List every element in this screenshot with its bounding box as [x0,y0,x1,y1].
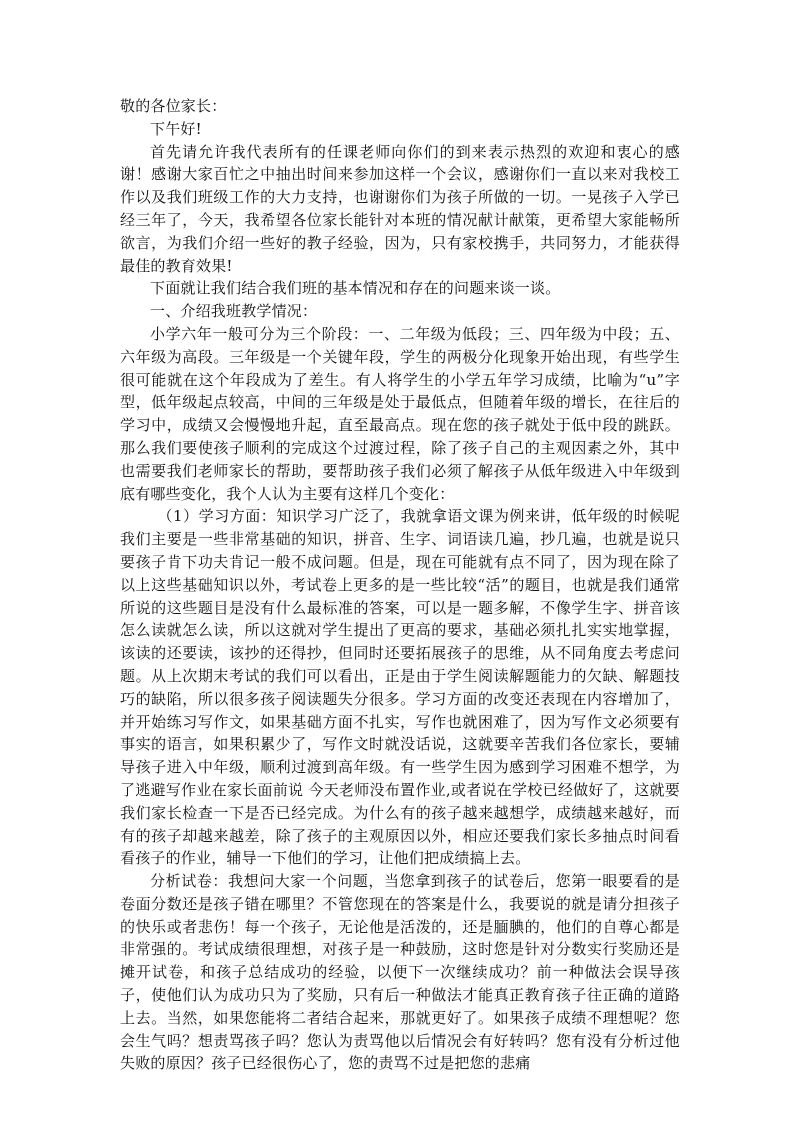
stages-paragraph: 小学六年一般可分为三个阶段：一、二年级为低段；三、四年级为中段；五、六年级为高段。三年级是一个关键年段，学生的两极分化现象开始出现，有些学生很可能就在这个年段成为了差生。有人将学生的小学五年学习成绩，比喻为“u”字型，低年级起点较高，中间的三年级是处于最低点，但随着年级的增长，在往后的学习中，成绩又会慢慢地升起，直至最高点。现在您的孩子就处于低中段的跳跃。那么我们要使孩子顺利的完成这个过渡过程，除了孩子自己的主观因素之外，其中也需要我们老师家长的帮助，要帮助孩子我们必须了解孩子从低年级进入中年级到底有哪些变化，我个人认为主要有这样几个变化： [120,324,680,503]
section-heading: 一、介绍我班教学情况： [150,302,318,321]
transition-paragraph: 下面就让我们结合我们班的基本情况和存在的问题来谈一谈。 [150,279,561,298]
salutation: 敬的各位家长： [120,97,227,115]
exam-analysis-paragraph: 分析试卷：我想问大家一个问题，当您拿到孩子的试卷后，您第一眼要看的是卷面分数还是孩子错在哪里？不管您现在的答案是什么，我要说的就是请分担孩子的快乐或者悲伤！每一个孩子，无论他是活泼的，还是腼腆的，他们的自尊心都是非常强的。考试成绩很理想，对孩子是一种鼓励，这时您是针对分数实行奖励还是摊开试卷，和孩子总结成功的经验，以便下一次继续成功？前一种做法会误导孩子，使他们认为成功只为了奖励，只有后一种做法才能真正教育孩子往正确的道路上去。当然，如果您能将二者结合起来，那就更好了。如果孩子成绩不理想呢？您会生气吗？想责骂孩子吗？您认为责骂他以后情况会有好转吗？您有没有分析过他失败的原因？孩子已经很伤心了，您的责骂不过是把您的悲痛 [120,872,680,1073]
document-page [120,95,680,1075]
study-aspect-paragraph: （1）学习方面：知识学习广泛了，我就拿语文课为例来讲，低年级的时候呢我们主要是一些非常基础的知识，拼音、生字、词语读几遍，抄几遍，也就是说只要孩子肯下功夫肯记一般不成问题。但是，现在可能就有点不同了，因为现在除了以上这些基础知识以外，考试卷上更多的是一些比较“活”的题目，也就是我们通常所说的这些题目是没有什么最标准的答案，可以是一题多解，不像学生字、拼音该怎么读就怎么读，所以这就对学生提出了更高的要求，基础必须扎扎实实地掌握，该读的还要读，该抄的还得抄，但同时还要拓展孩子的思维，从不同角度去考虑问题。从上次期末考试的我们可以看出，正是由于学生阅读解题能力的欠缺、解题技巧的缺陷，所以很多孩子阅读题失分很多。学习方面的改变还表现在内容增加了，并开始练习写作文，如果基础方面不扎实，写作也就困难了，因为写作文必须要有事实的语言，如果积累少了，写作文时就没话说，这就要辛苦我们各位家长，要辅导孩子进入中年级，顺利过渡到高年级。有一些学生因为感到学习困难不想学，为了逃避写作业在家长面前说 今天老师没布置作业,或者说在学校已经做好了，这就要我们家长检查一下是否已经完成。为什么有的孩子越来越想学，成绩越来越好，而有的孩子却越来越差，除了孩子的主观原因以外，相应还要我们家长多抽点时间看看孩子的作业，辅导一下他们的学习，让他们把成绩搞上去。 [120,507,680,868]
welcome-paragraph: 首先请允许我代表所有的任课老师向你们的到来表示热烈的欢迎和衷心的感谢！感谢大家百忙之中抽出时间来参加这样一个会议，感谢你们一直以来对我校工作以及我们班级工作的大力支持，也谢谢你们为孩子所做的一切。一晃孩子入学已经三年了，今天，我希望各位家长能针对本班的情况献计献策，更希望大家能畅所欲言，为我们介绍一些好的教子经验，因为，只有家校携手，共同努力，才能获得最佳的教育效果! [120,142,680,275]
greeting-paragraph: 下午好! [150,119,202,138]
